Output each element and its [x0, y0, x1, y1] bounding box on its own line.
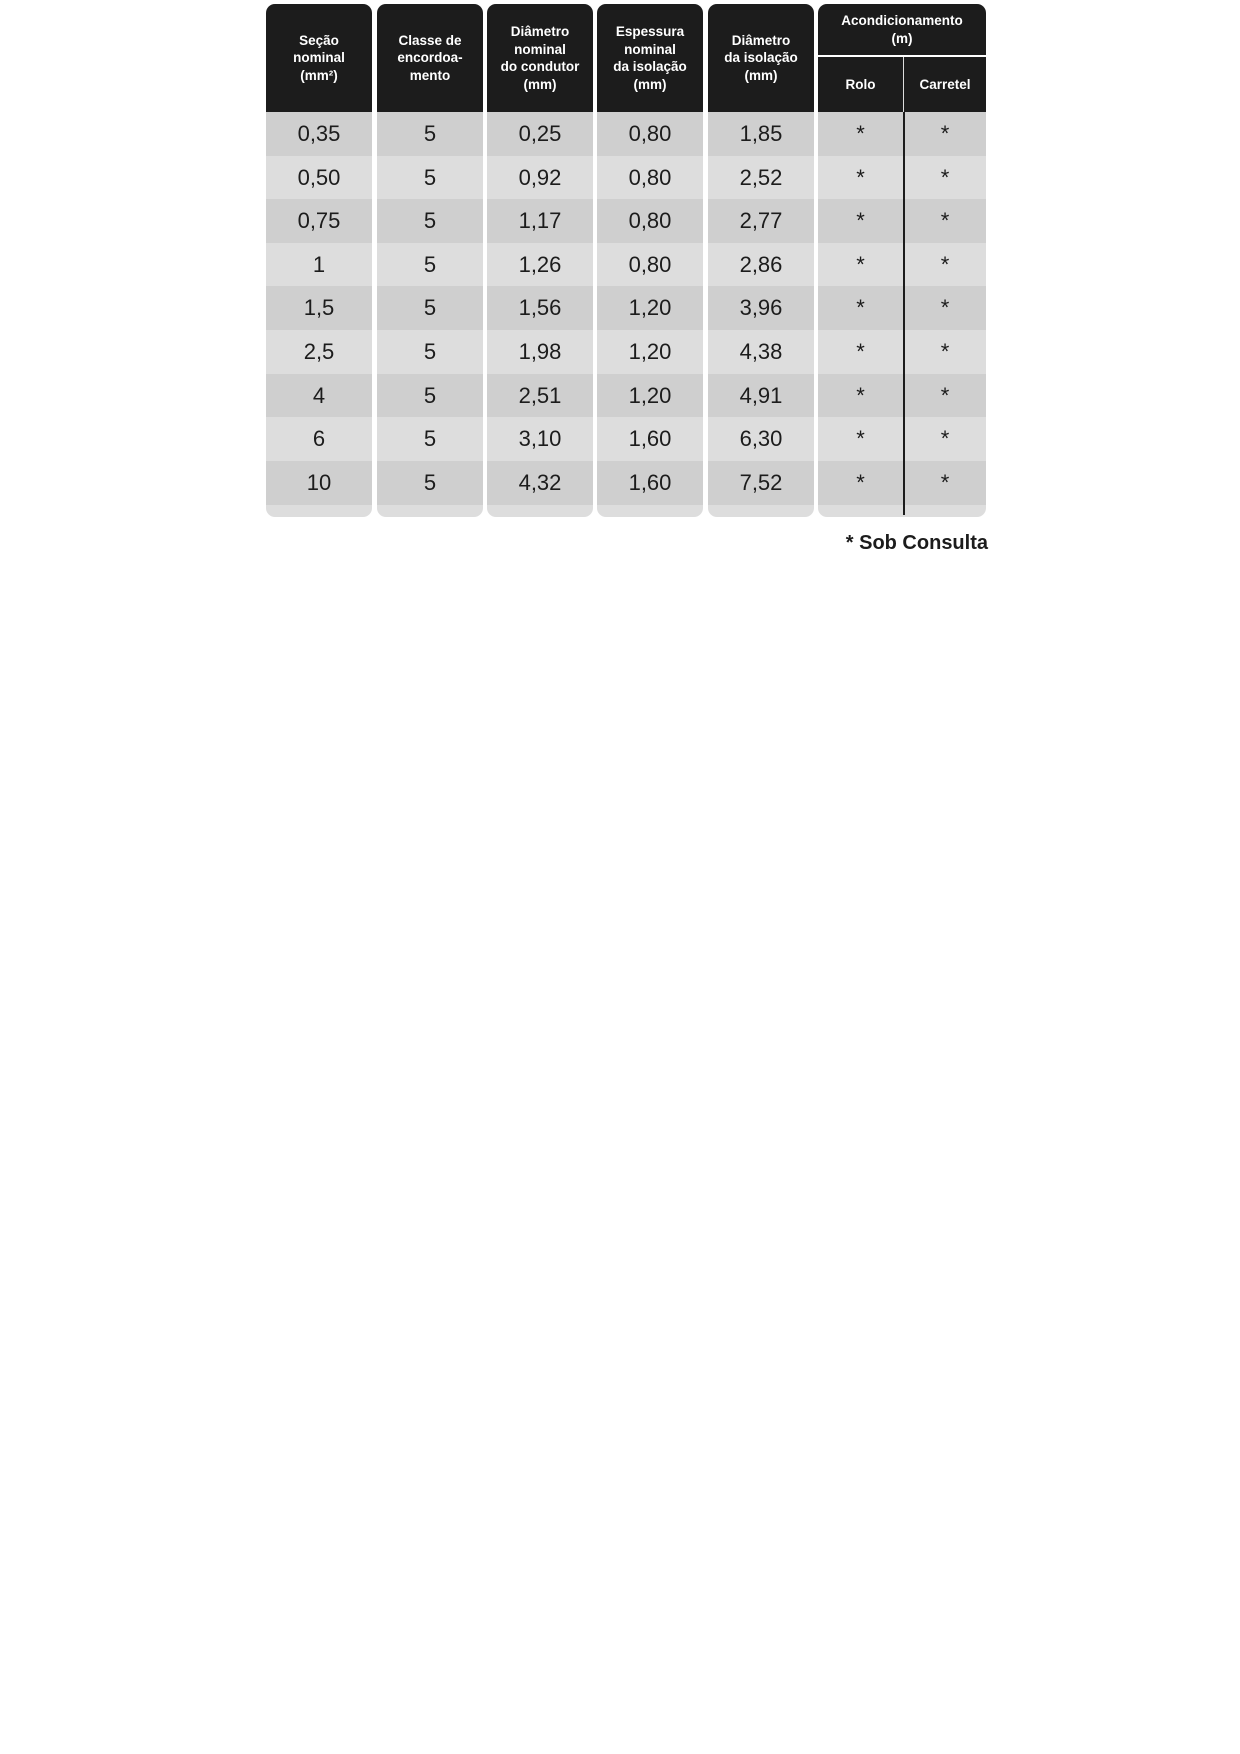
- cell-rolo: *: [818, 374, 903, 418]
- cell-diametro-isolacao: 6,30: [708, 417, 814, 461]
- cell-espessura-isolacao: 0,80: [597, 243, 703, 287]
- cell-classe-encordoamento: 5: [377, 156, 483, 200]
- cell-diametro-isolacao: 3,96: [708, 286, 814, 330]
- cell-rolo: *: [818, 461, 903, 505]
- cell-secao-nominal: 0,50: [266, 156, 372, 200]
- column-diametro-isolacao: [708, 4, 814, 517]
- cell-rolo: *: [818, 417, 903, 461]
- cell-diametro-isolacao: 1,85: [708, 112, 814, 156]
- cell-carretel: *: [904, 286, 986, 330]
- cell-espessura-isolacao: 0,80: [597, 112, 703, 156]
- cell-espessura-isolacao: 1,20: [597, 330, 703, 374]
- cell-classe-encordoamento: 5: [377, 199, 483, 243]
- header-secao-nominal: [266, 4, 372, 112]
- cell-secao-nominal: 6: [266, 417, 372, 461]
- cell-diametro-isolacao: 4,91: [708, 374, 814, 418]
- cell-rolo: *: [818, 286, 903, 330]
- cell-espessura-isolacao: 1,60: [597, 417, 703, 461]
- cell-secao-nominal: 2,5: [266, 330, 372, 374]
- header-label: Diâmetro nominal do condutor (mm): [500, 24, 580, 92]
- header-classe-encordoamento: [377, 4, 483, 112]
- cell-diametro-condutor: 1,56: [487, 286, 593, 330]
- cell-carretel: *: [904, 330, 986, 374]
- cell-secao-nominal: 1: [266, 243, 372, 287]
- header-diametro-condutor: [487, 4, 593, 112]
- cell-diametro-condutor: 4,32: [487, 461, 593, 505]
- cell-rolo: *: [818, 199, 903, 243]
- header-espessura-isolacao: [597, 4, 703, 112]
- header-label: Acondicionamento (m): [841, 13, 963, 46]
- column-diametro-condutor: [487, 4, 593, 517]
- cell-rolo: *: [818, 112, 903, 156]
- cell-rolo: *: [818, 243, 903, 287]
- cell-diametro-condutor: 0,25: [487, 112, 593, 156]
- cell-diametro-condutor: 0,92: [487, 156, 593, 200]
- column-acondicionamento: [818, 4, 986, 517]
- cell-classe-encordoamento: 5: [377, 330, 483, 374]
- cell-diametro-isolacao: 4,38: [708, 330, 814, 374]
- cell-diametro-isolacao: 7,52: [708, 461, 814, 505]
- column-espessura-isolacao: [597, 4, 703, 517]
- header-rolo: Rolo: [818, 57, 903, 112]
- cell-classe-encordoamento: 5: [377, 112, 483, 156]
- cell-rolo: *: [818, 156, 903, 200]
- header-label: Seção nominal (mm²): [293, 32, 345, 83]
- cell-classe-encordoamento: 5: [377, 374, 483, 418]
- cell-carretel: *: [904, 156, 986, 200]
- cell-espessura-isolacao: 1,60: [597, 461, 703, 505]
- column-classe-encordoamento: [377, 4, 483, 517]
- cell-diametro-isolacao: 2,86: [708, 243, 814, 287]
- cell-carretel: *: [904, 374, 986, 418]
- cell-espessura-isolacao: 0,80: [597, 156, 703, 200]
- cell-carretel: *: [904, 243, 986, 287]
- header-label: Classe de encordoa- mento: [397, 32, 463, 83]
- cell-secao-nominal: 4: [266, 374, 372, 418]
- cell-diametro-condutor: 3,10: [487, 417, 593, 461]
- cell-secao-nominal: 10: [266, 461, 372, 505]
- cell-carretel: *: [904, 112, 986, 156]
- cell-espessura-isolacao: 1,20: [597, 374, 703, 418]
- cell-classe-encordoamento: 5: [377, 286, 483, 330]
- cell-diametro-isolacao: 2,77: [708, 199, 814, 243]
- cell-carretel: *: [904, 461, 986, 505]
- column-secao-nominal: [266, 4, 372, 517]
- cell-diametro-condutor: 1,98: [487, 330, 593, 374]
- header-label: Espessura nominal da isolação (mm): [613, 24, 687, 92]
- cell-classe-encordoamento: 5: [377, 461, 483, 505]
- cell-diametro-condutor: 1,26: [487, 243, 593, 287]
- cell-secao-nominal: 0,75: [266, 199, 372, 243]
- header-carretel: Carretel: [904, 57, 986, 112]
- cell-classe-encordoamento: 5: [377, 417, 483, 461]
- header-diametro-isolacao: [708, 4, 814, 112]
- cell-rolo: *: [818, 330, 903, 374]
- column-divider: [903, 112, 905, 515]
- cell-diametro-isolacao: 2,52: [708, 156, 814, 200]
- header-acondicionamento: [818, 4, 986, 57]
- cell-classe-encordoamento: 5: [377, 243, 483, 287]
- cell-carretel: *: [904, 417, 986, 461]
- cell-diametro-condutor: 2,51: [487, 374, 593, 418]
- cell-espessura-isolacao: 1,20: [597, 286, 703, 330]
- cell-secao-nominal: 1,5: [266, 286, 372, 330]
- cell-secao-nominal: 0,35: [266, 112, 372, 156]
- header-label: Diâmetro da isolação (mm): [724, 32, 798, 83]
- cell-espessura-isolacao: 0,80: [597, 199, 703, 243]
- cell-diametro-condutor: 1,17: [487, 199, 593, 243]
- footnote: * Sob Consulta: [845, 532, 988, 554]
- cell-carretel: *: [904, 199, 986, 243]
